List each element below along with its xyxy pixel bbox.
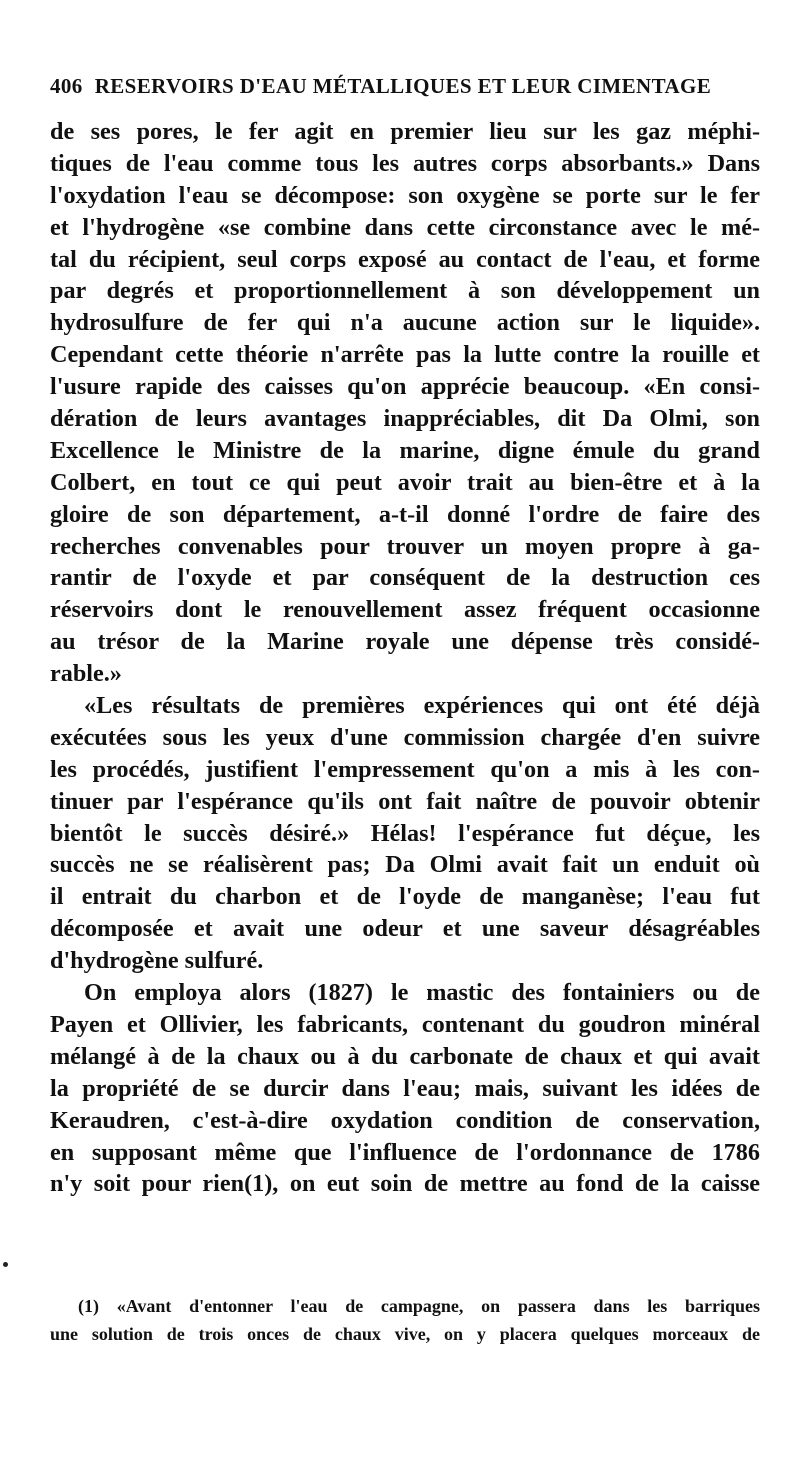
text-line: bientôt le succès désiré.» Hélas! l'espérance fut déçue, les	[50, 819, 760, 847]
text-line: tal du récipient, seul corps exposé au contact de l'eau, et forme	[50, 245, 760, 273]
text-line: réservoirs dont le renouvellement assez fréquent occasionne	[50, 596, 760, 624]
text-line: recherches convenables pour trouver un moyen propre à ga-	[50, 532, 760, 560]
text-line: de ses pores, le fer agit en premier lieu sur les gaz méphi-	[50, 118, 760, 145]
text-line: dération de leurs avantages inappréciables, dit Da Olmi, son	[50, 405, 760, 433]
text-line: il entrait du charbon et de l'oyde de manganèse; l'eau fut	[50, 883, 760, 911]
text-line: la propriété de se durcir dans l'eau; mais, suivant les idées de	[50, 1074, 760, 1102]
text-line: les procédés, justifient l'empressement qu'on a mis à les con-	[50, 755, 760, 783]
text-line: d'hydrogène sulfuré.	[50, 947, 264, 975]
text-line: mélangé à de la chaux ou à du carbonate de chaux et qui avait	[50, 1042, 760, 1070]
text-line: Colbert, en tout ce qui peut avoir trait au bien-être et à la	[50, 468, 760, 496]
text-line: l'oxydation l'eau se décompose: son oxygène se porte sur le fer	[50, 181, 760, 209]
text-line: au trésor de la Marine royale une dépense très considé-	[50, 628, 760, 656]
text-line: tinuer par l'espérance qu'ils ont fait naître de pouvoir obtenir	[50, 787, 760, 815]
text-line: gloire de son département, a-t-il donné l'ordre de faire des	[50, 500, 760, 528]
text-line: n'y soit pour rien(1), on eut soin de mettre au fond de la caisse	[50, 1170, 760, 1198]
text-line: «Les résultats de premières expériences qui ont été déjà	[84, 692, 760, 720]
body-text	[50, 116, 760, 1200]
text-line: Payen et Ollivier, les fabricants, contenant du goudron minéral	[50, 1010, 760, 1038]
text-line: en supposant même que l'influence de l'ordonnance de 1786	[50, 1138, 760, 1166]
text-line: rantir de l'oxyde et par conséquent de la destruction ces	[50, 564, 760, 592]
page-number: 406	[50, 74, 83, 98]
text-line: succès ne se réalisèrent pas; Da Olmi avait fait un enduit où	[50, 851, 760, 879]
footnotes	[50, 1292, 760, 1348]
running-header	[50, 74, 760, 99]
text-line: hydrosulfure de fer qui n'a aucune action sur le liquide».	[50, 309, 760, 337]
text-line: On employa alors (1827) le mastic des fontainiers ou de	[84, 979, 760, 1007]
text-line: par degrés et proportionnellement à son développement un	[50, 277, 760, 305]
footnote-line: (1) «Avant d'entonner l'eau de campagne, on passera dans les barriques	[78, 1296, 760, 1316]
footnote-line: une solution de trois onces de chaux vive, on y placera quelques morceaux de	[50, 1324, 760, 1344]
text-line: tiques de l'eau comme tous les autres corps absorbants.» Dans	[50, 149, 760, 177]
text-line: décomposée et avait une odeur et une saveur désagréables	[50, 915, 760, 943]
text-line: Keraudren, c'est-à-dire oxydation condition de conservation,	[50, 1106, 760, 1134]
running-title: RESERVOIRS D'EAU MÉTALLIQUES ET LEUR CIMENTAGE	[94, 74, 712, 98]
text-line: l'usure rapide des caisses qu'on apprécie beaucoup. «En consi-	[50, 373, 760, 401]
text-line: et l'hydrogène «se combine dans cette circonstance avec le mé-	[50, 213, 760, 241]
text-line: Excellence le Ministre de la marine, digne émule du grand	[50, 436, 760, 464]
margin-mark	[3, 1262, 8, 1267]
text-line: exécutées sous les yeux d'une commission chargée d'en suivre	[50, 723, 760, 751]
text-line: Cependant cette théorie n'arrête pas la lutte contre la rouille et	[50, 341, 760, 369]
text-line: rable.»	[50, 660, 122, 688]
